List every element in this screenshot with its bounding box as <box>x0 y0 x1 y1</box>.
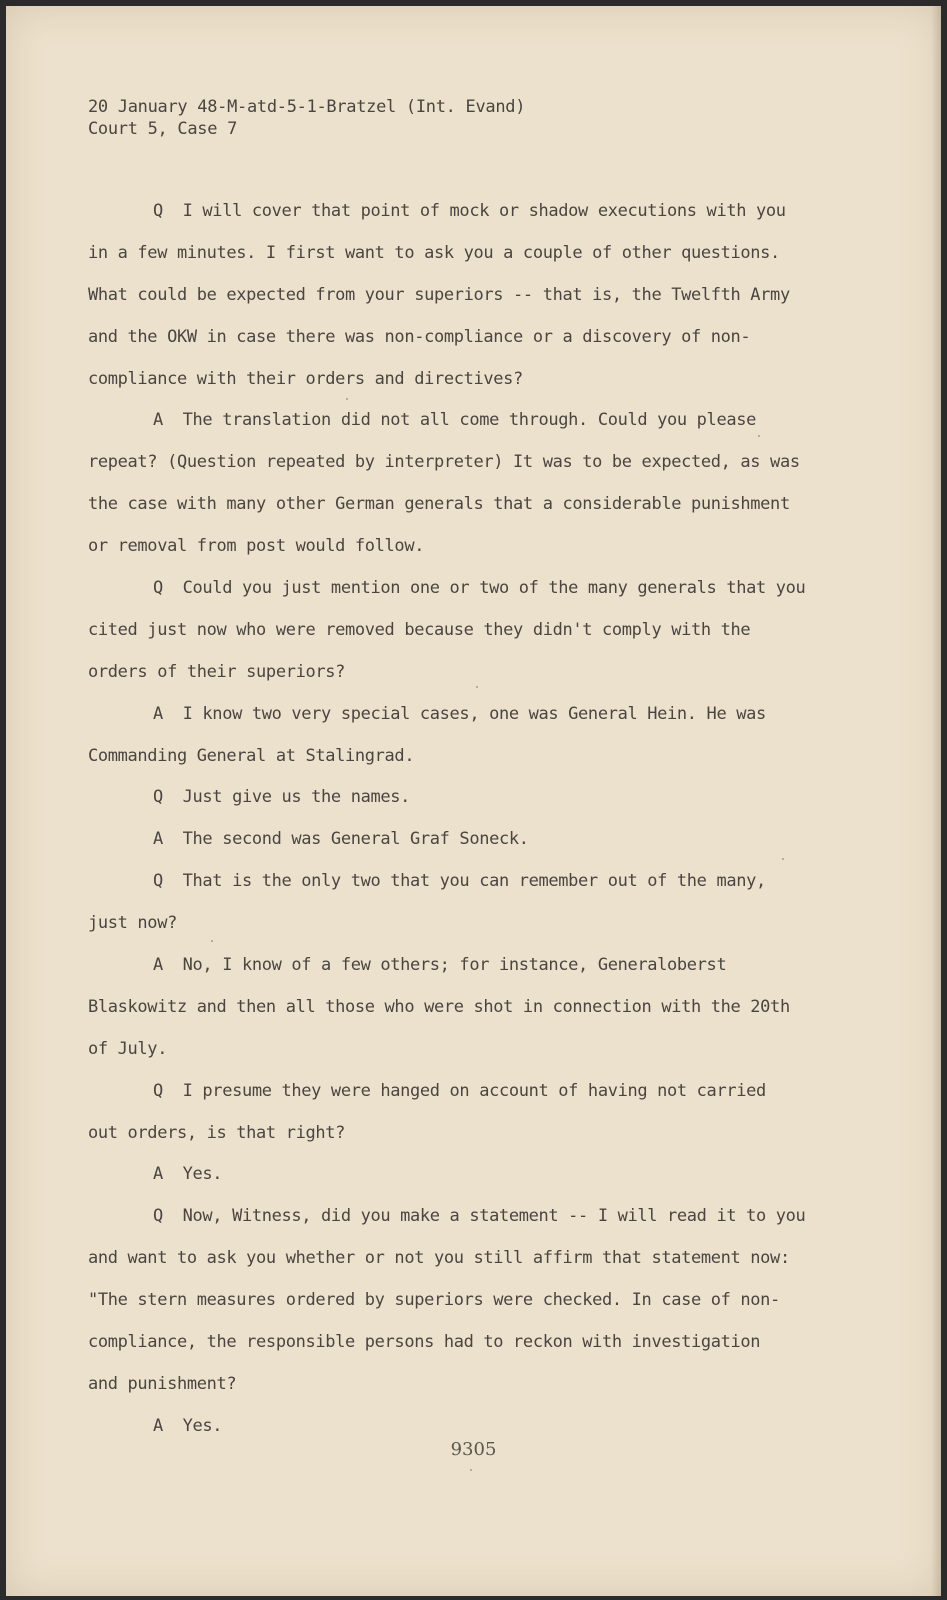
transcript-line: of July. <box>88 1038 168 1059</box>
transcript-line: What could be expected from your superiors -- that is, the Twelfth Army <box>88 284 790 305</box>
paper-speck <box>346 398 348 400</box>
transcript-line: and punishment? <box>88 1373 237 1394</box>
transcript-line: Q I presume they were hanged on account of having not carried <box>153 1080 766 1101</box>
transcript-line: Q Could you just mention one or two of the many generals that you <box>153 578 806 599</box>
paper-speck <box>782 858 784 860</box>
document-page <box>6 6 941 1596</box>
transcript-line: and want to ask you whether or not you still affirm that statement now: <box>88 1248 790 1269</box>
page-edge-shadow <box>931 6 941 1596</box>
paper-speck <box>758 435 760 437</box>
transcript-line: A I know two very special cases, one was General Hein. He was <box>153 703 766 724</box>
transcript-line: Commanding General at Stalingrad. <box>88 745 415 766</box>
transcript-line: compliance with their orders and directives? <box>88 368 523 389</box>
transcript-line: A The second was General Graf Soneck. <box>153 829 529 850</box>
transcript-line: orders of their superiors? <box>88 661 346 682</box>
header-line-2: Court 5, Case 7 <box>88 119 238 139</box>
paper-speck <box>211 940 213 942</box>
transcript-line: in a few minutes. I first want to ask you a couple of other questions. <box>88 242 780 263</box>
transcript-line: "The stern measures ordered by superiors were checked. In case of non- <box>88 1290 780 1311</box>
transcript-line: Q Now, Witness, did you make a statement -- I will read it to you <box>153 1206 806 1227</box>
page-number: 9305 <box>450 1439 497 1460</box>
transcript-line: Q That is the only two that you can remember out of the many, <box>153 871 766 892</box>
transcript-line: Q I will cover that point of mock or shadow executions with you <box>153 201 786 221</box>
paper-speck <box>470 1469 472 1471</box>
document-header <box>88 96 525 140</box>
transcript-line: cited just now who were removed because they didn't comply with the <box>88 619 751 640</box>
transcript-line: A Yes. <box>153 1164 223 1185</box>
transcript-line: Q Just give us the names. <box>153 787 411 808</box>
transcript-line: A The translation did not all come through. Could you please <box>153 410 756 431</box>
transcript-line: and the OKW in case there was non-compliance or a discovery of non- <box>88 326 751 347</box>
transcript-body <box>88 198 833 1455</box>
transcript-line: Blaskowitz and then all those who were shot in connection with the 20th <box>88 996 790 1017</box>
transcript-line: the case with many other German generals that a considerable punishment <box>88 494 790 515</box>
transcript-line: compliance, the responsible persons had to reckon with investigation <box>88 1332 761 1353</box>
paper-speck <box>476 686 478 688</box>
transcript-line: just now? <box>88 913 177 934</box>
transcript-line: A No, I know of a few others; for instance, Generaloberst <box>153 955 727 976</box>
transcript-line: out orders, is that right? <box>88 1122 346 1143</box>
header-line-1: 20 January 48-M-atd-5-1-Bratzel (Int. Evand) <box>88 97 526 117</box>
transcript-line: or removal from post would follow. <box>88 536 425 557</box>
transcript-line: A Yes. <box>153 1415 223 1436</box>
transcript-line: repeat? (Question repeated by interpreter) It was to be expected, as was <box>88 452 800 473</box>
